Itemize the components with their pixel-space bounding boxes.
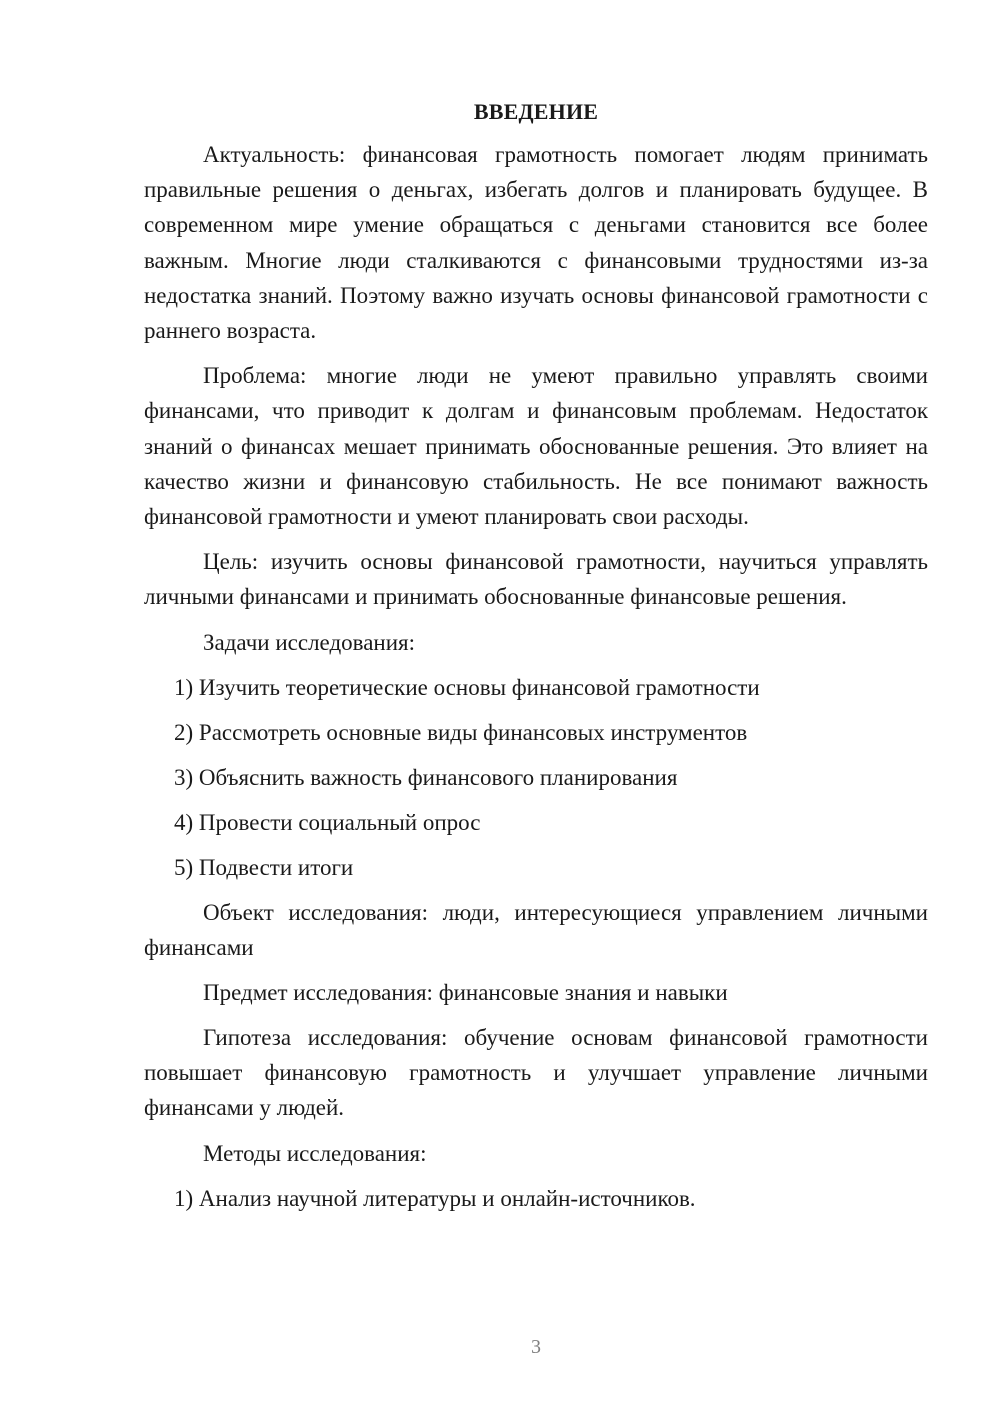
subject-paragraph: Предмет исследования: финансовые знания и навыки [203,980,728,1006]
list-item: 1) Анализ научной литературы и онлайн-источников. [174,1185,696,1211]
page-number: 3 [531,1336,541,1358]
object-paragraph: Объект исследования: люди, интересующиеся управлением личными финансами [144,899,928,960]
list-item: 4) Провести социальный опрос [174,809,481,835]
page-content [144,94,928,1226]
hypothesis-paragraph: Гипотеза исследования: обучение основам финансовой грамотности повышает финансовую грамотность и улучшает управление личными финансами у людей. [144,1025,928,1121]
list-item: 3) Объяснить важность финансового планирования [174,764,678,790]
problem-paragraph: Проблема: многие люди не умеют правильно управлять своими финансами, что приводит к долгам и финансовым проблемам. Недостаток знаний о финансах мешает принимать обоснованные решения. Это влияет на качество жизни и финансовую стабильность. Не все понимают важность финансовой грамотности и умеют планировать свои расходы. [144,363,928,530]
tasks-heading: Задачи исследования: [203,629,416,655]
list-item: 5) Подвести итоги [174,854,354,880]
list-item: 1) Изучить теоретические основы финансовой грамотности [174,674,760,700]
section-title: ВВЕДЕНИЕ [473,99,599,124]
tasks-list [144,670,928,885]
methods-heading: Методы исследования: [203,1140,427,1166]
list-item: 2) Рассмотреть основные виды финансовых инструментов [174,719,748,745]
actuality-paragraph: Актуальность: финансовая грамотность помогает людям принимать правильные решения о деньгах, избегать долгов и планировать будущее. В современном мире умение обращаться с деньгами становится все более важным. Многие люди сталкиваются с финансовыми трудностями из-за недостатка знаний. Поэтому важно изучать основы финансовой грамотности с раннего возраста. [144,142,928,344]
methods-list [144,1181,928,1216]
goal-paragraph: Цель: изучить основы финансовой грамотности, научиться управлять личными финансами и принимать обоснованные финансовые решения. [144,549,928,610]
